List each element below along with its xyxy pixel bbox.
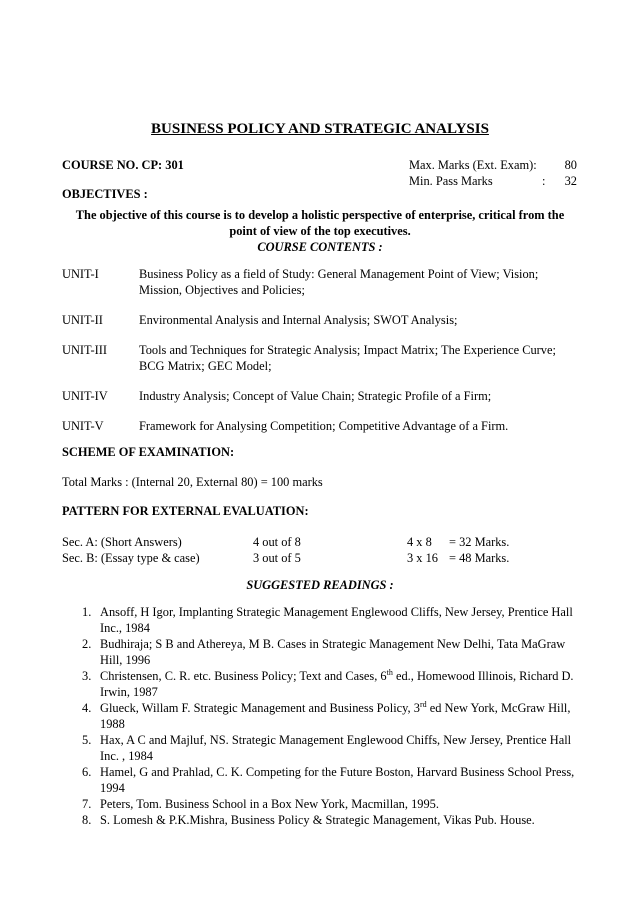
pattern-row (62, 550, 578, 566)
reading-item (62, 668, 578, 700)
reading-number: 1. (82, 605, 92, 619)
max-marks-value: 80 (564, 158, 577, 172)
course-number: COURSE NO. CP: 301 (62, 158, 184, 172)
unit-name: UNIT-IV (62, 389, 108, 403)
reading-text-start: Glueck, Willam F. Strategic Management and Business Policy, 3 (100, 701, 420, 715)
unit-row (62, 388, 578, 404)
reading-superscript: rd (419, 699, 427, 709)
pattern-calc: 4 x 8 (407, 535, 432, 549)
pattern-section: Sec. B: (Essay type & case) (62, 551, 200, 565)
reading-number: 4. (82, 701, 92, 715)
unit-text: Business Policy as a field of Study: General Management Point of View; Vision; Mission, Objectives and Policies; (139, 267, 539, 297)
reading-item (62, 700, 578, 732)
reading-item (62, 796, 578, 812)
reading-superscript: th (386, 667, 393, 677)
reading-item (62, 732, 578, 764)
unit-name: UNIT-III (62, 343, 107, 357)
pattern-section: Sec. A: (Short Answers) (62, 535, 182, 549)
min-pass-marks-colon: : (542, 174, 546, 188)
pattern-result: = 32 Marks. (449, 535, 510, 549)
reading-number: 3. (82, 669, 92, 683)
marks-block (409, 157, 578, 189)
unit-row (62, 418, 578, 434)
document-title: BUSINESS POLICY AND STRATEGIC ANALYSIS (151, 121, 489, 137)
min-pass-marks-value: 32 (564, 174, 577, 188)
min-pass-marks-row (409, 173, 578, 189)
unit-text: Environmental Analysis and Internal Analysis; SWOT Analysis; (139, 313, 458, 327)
reading-text: Ansoff, H Igor, Implanting Strategic Management Englewood Cliffs, New Jersey, Prentice Hall Inc., 1984 (100, 605, 573, 635)
readings-list (62, 604, 578, 828)
reading-text-end: ed New York, McGraw Hill, 1988 (100, 701, 571, 731)
total-marks: Total Marks : (Internal 20, External 80) = 100 marks (62, 475, 323, 489)
max-marks-row (409, 157, 578, 173)
reading-number: 5. (82, 733, 92, 747)
pattern-count: 4 out of 8 (253, 535, 301, 549)
scheme-heading: SCHEME OF EXAMINATION: (62, 445, 235, 459)
reading-text-end: ed., Homewood Illinois, Richard D. Irwin, 1987 (100, 669, 574, 699)
max-marks-label: Max. Marks (Ext. Exam): (409, 158, 537, 172)
reading-number: 7. (82, 797, 92, 811)
suggested-readings-heading: SUGGESTED READINGS : (246, 578, 394, 592)
pattern-count: 3 out of 5 (253, 551, 301, 565)
reading-text: S. Lomesh & P.K.Mishra, Business Policy & Strategic Management, Vikas Pub. House. (100, 813, 535, 827)
unit-row (62, 312, 578, 328)
reading-item (62, 764, 578, 796)
course-contents-heading: COURSE CONTENTS : (257, 240, 383, 254)
pattern-calc: 3 x 16 (407, 551, 438, 565)
unit-text: Industry Analysis; Concept of Value Chain; Strategic Profile of a Firm; (139, 389, 492, 403)
objective-text: The objective of this course is to develop a holistic perspective of enterprise, critical from the point of view of the top executives. (75, 208, 565, 238)
reading-text-start: Christensen, C. R. etc. Business Policy; Text and Cases, 6 (100, 669, 387, 683)
reading-number: 2. (82, 637, 92, 651)
unit-name: UNIT-I (62, 267, 99, 281)
reading-number: 8. (82, 813, 92, 827)
unit-text: Framework for Analysing Competition; Competitive Advantage of a Firm. (139, 419, 509, 433)
reading-text: Hax, A C and Majluf, NS. Strategic Management Englewood Chiffs, New Jersey, Prentice Hall Inc. , 1984 (100, 733, 572, 763)
unit-row (62, 342, 578, 374)
reading-text: Hamel, G and Prahlad, C. K. Competing for the Future Boston, Harvard Business School Press, 1994 (100, 765, 575, 795)
pattern-result: = 48 Marks. (449, 551, 510, 565)
objectives-heading: OBJECTIVES : (62, 187, 148, 201)
units-list (62, 266, 578, 448)
reading-item (62, 604, 578, 636)
pattern-table (62, 534, 578, 566)
unit-row (62, 266, 578, 298)
unit-name: UNIT-V (62, 419, 104, 433)
unit-name: UNIT-II (62, 313, 103, 327)
reading-item (62, 636, 578, 668)
reading-text: Peters, Tom. Business School in a Box New York, Macmillan, 1995. (100, 797, 439, 811)
unit-text: Tools and Techniques for Strategic Analysis; Impact Matrix; The Experience Curve; BCG Matrix; GEC Model; (139, 343, 556, 373)
reading-number: 6. (82, 765, 92, 779)
pattern-row (62, 534, 578, 550)
min-pass-marks-label: Min. Pass Marks (409, 174, 493, 188)
pattern-heading: PATTERN FOR EXTERNAL EVALUATION: (62, 504, 309, 518)
reading-item (62, 812, 578, 828)
reading-text: Budhiraja; S B and Athereya, M B. Cases in Strategic Management New Delhi, Tata MaGraw Hill, 1996 (100, 637, 566, 667)
